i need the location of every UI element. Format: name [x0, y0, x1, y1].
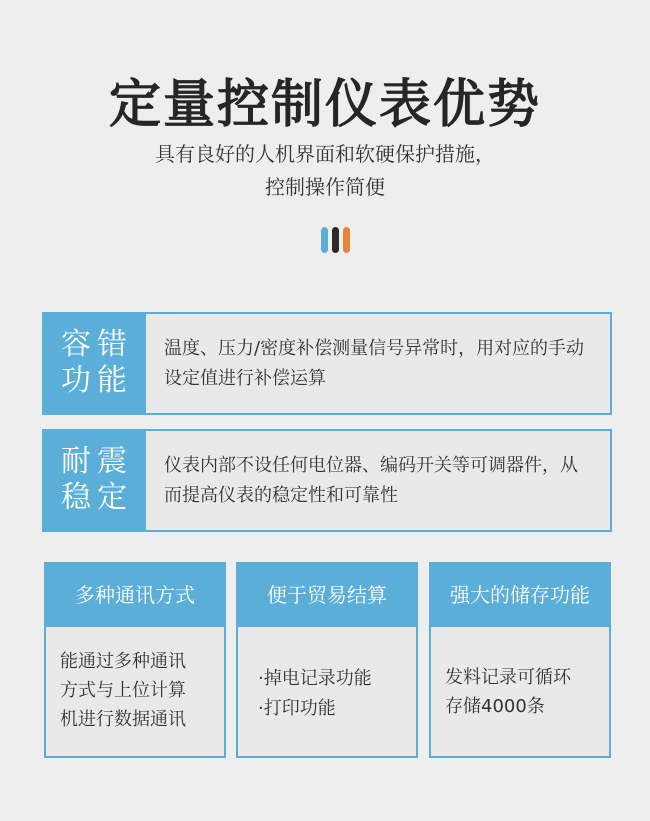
feature-label-line-1: 耐震	[61, 444, 133, 479]
feature-label	[44, 314, 146, 413]
card-storage	[429, 562, 611, 758]
card-title: 强大的储存功能	[431, 564, 609, 627]
subtitle-line-2: 控制操作简便	[265, 175, 385, 199]
card-line: 存储4000条	[445, 696, 545, 717]
card-body	[445, 663, 599, 721]
subtitle-line-1: 具有良好的人机界面和软硬保护措施，	[155, 142, 495, 166]
feature-description: 温度、压力/密度补偿测量信号异常时，用对应的手动设定值进行补偿运算	[164, 338, 585, 389]
feature-label	[44, 431, 146, 530]
feature-shock-resistance	[42, 429, 612, 532]
card-line: 机进行数据通讯	[60, 709, 186, 730]
dark-dot-bar	[332, 227, 339, 253]
card-communication	[44, 562, 226, 758]
card-line: 方式与上位计算	[60, 680, 186, 701]
orange-dot-bar	[343, 227, 350, 253]
page-title: 定量控制仪表优势	[108, 75, 541, 135]
card-trade-settlement	[236, 562, 418, 758]
feature-description: 仪表内部不设任何电位器、编码开关等可调器件，从而提高仪表的稳定性和可靠性	[164, 455, 578, 506]
feature-label-line-2: 功能	[61, 363, 133, 398]
feature-label-line-1: 容错	[61, 327, 133, 362]
feature-fault-tolerance	[42, 312, 612, 415]
card-title: 多种通讯方式	[46, 564, 224, 627]
card-body	[258, 664, 412, 724]
card-title: 便于贸易结算	[238, 564, 416, 627]
feature-label-line-2: 稳定	[61, 480, 133, 515]
blue-dot-bar	[321, 227, 328, 253]
page-subtitle	[0, 138, 650, 204]
card-line: ·打印功能	[258, 698, 336, 719]
card-line: 能通过多种通讯	[60, 651, 186, 672]
card-body	[60, 647, 214, 734]
card-line: 发料记录可循环	[445, 667, 571, 688]
card-line: ·掉电记录功能	[258, 668, 372, 689]
decorative-dots	[321, 227, 351, 253]
